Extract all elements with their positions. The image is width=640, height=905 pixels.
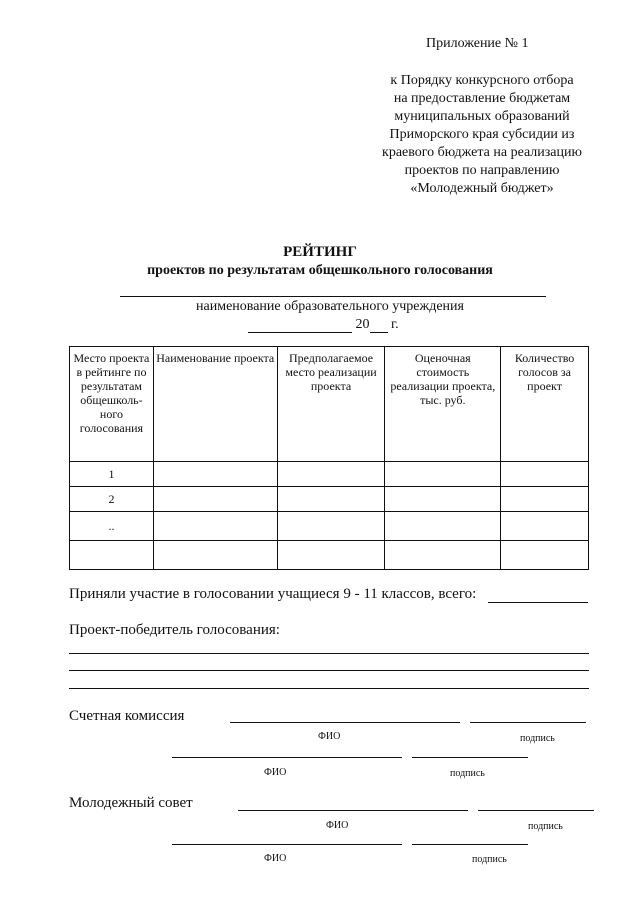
table-cell[interactable] (385, 462, 501, 487)
table-row (70, 541, 589, 570)
commission-fio-caption: ФИО (264, 767, 287, 778)
column-header-project-name: Наименование проекта (153, 347, 277, 462)
commission-sign-line[interactable] (412, 757, 528, 758)
table-cell[interactable] (501, 541, 589, 570)
annex-line: муниципальных образований (394, 109, 570, 124)
council-sign-caption: подпись (472, 854, 507, 865)
council-fio-line[interactable] (172, 844, 402, 845)
council-sign-line[interactable] (478, 810, 594, 811)
rating-table (69, 346, 589, 570)
table-cell[interactable] (277, 462, 385, 487)
council-fio-caption: ФИО (326, 820, 349, 831)
table-cell[interactable] (277, 512, 385, 541)
date-year-prefix: 20 (355, 317, 370, 332)
document-title: РЕЙТИНГ (283, 244, 357, 260)
annex-reference (362, 72, 602, 198)
date-year-blank[interactable] (370, 318, 388, 333)
annex-line: краевого бюджета на реализацию (382, 145, 582, 160)
commission-sign-caption: подпись (450, 768, 485, 779)
commission-sign-caption: подпись (520, 733, 555, 744)
counting-commission-label: Счетная комиссия (69, 708, 185, 724)
table-cell[interactable] (385, 487, 501, 512)
winner-line[interactable] (69, 688, 589, 689)
table-row (70, 462, 589, 487)
table-cell[interactable] (501, 462, 589, 487)
column-header-cost: Оценочная стоимость реализации проекта, тыс. руб. (385, 347, 501, 462)
table-header-row (70, 347, 589, 462)
table-cell[interactable] (153, 541, 277, 570)
table-cell-place (70, 541, 154, 570)
annex-line: проектов по направлению (404, 163, 560, 178)
commission-fio-line[interactable] (230, 722, 460, 723)
date-year-suffix: г. (391, 317, 399, 332)
annex-line: «Молодежный бюджет» (410, 181, 554, 196)
column-header-location: Предполагаемое место реализации проекта (277, 347, 385, 462)
council-sign-caption: подпись (528, 821, 563, 832)
annex-line: Приморского края субсидии из (389, 127, 575, 142)
table-cell[interactable] (153, 487, 277, 512)
annex-line: на предоставление бюджетам (393, 91, 571, 106)
winner-label: Проект-победитель голосования: (69, 622, 280, 638)
table-cell-place: 2 (70, 487, 154, 512)
table-cell[interactable] (277, 541, 385, 570)
table-cell[interactable] (385, 512, 501, 541)
column-header-votes: Количество голосов за проект (501, 347, 589, 462)
council-sign-line[interactable] (412, 844, 528, 845)
annex-line: к Порядку конкурсного отбора (390, 73, 574, 88)
commission-fio-line[interactable] (172, 757, 402, 758)
winner-line[interactable] (69, 670, 589, 671)
table-row (70, 512, 589, 541)
table-cell[interactable] (277, 487, 385, 512)
column-header-place: Место проекта в рейтинге по результатам общешколь-ного голосования (70, 347, 154, 462)
winner-line[interactable] (69, 653, 589, 654)
participation-count-line[interactable] (488, 602, 588, 603)
table-cell[interactable] (153, 512, 277, 541)
table-cell[interactable] (501, 512, 589, 541)
date-day-month-blank[interactable] (248, 318, 352, 333)
table-cell-place: 1 (70, 462, 154, 487)
institution-caption: наименование образовательного учреждения (196, 299, 464, 314)
council-fio-caption: ФИО (264, 853, 287, 864)
commission-fio-caption: ФИО (318, 731, 341, 742)
commission-sign-line[interactable] (470, 722, 586, 723)
table-cell[interactable] (153, 462, 277, 487)
table-cell-place: .. (70, 512, 154, 541)
participation-label: Приняли участие в голосовании учащиеся 9 - 11 классов, всего: (69, 586, 477, 602)
table-row (70, 487, 589, 512)
table-cell[interactable] (501, 487, 589, 512)
institution-name-line[interactable] (120, 296, 546, 297)
youth-council-label: Молодежный совет (69, 795, 193, 811)
table-cell[interactable] (385, 541, 501, 570)
annex-title: Приложение № 1 (426, 36, 529, 51)
date-line (248, 317, 399, 333)
council-fio-line[interactable] (238, 810, 468, 811)
document-subtitle: проектов по результатам общешкольного голосования (147, 263, 493, 278)
